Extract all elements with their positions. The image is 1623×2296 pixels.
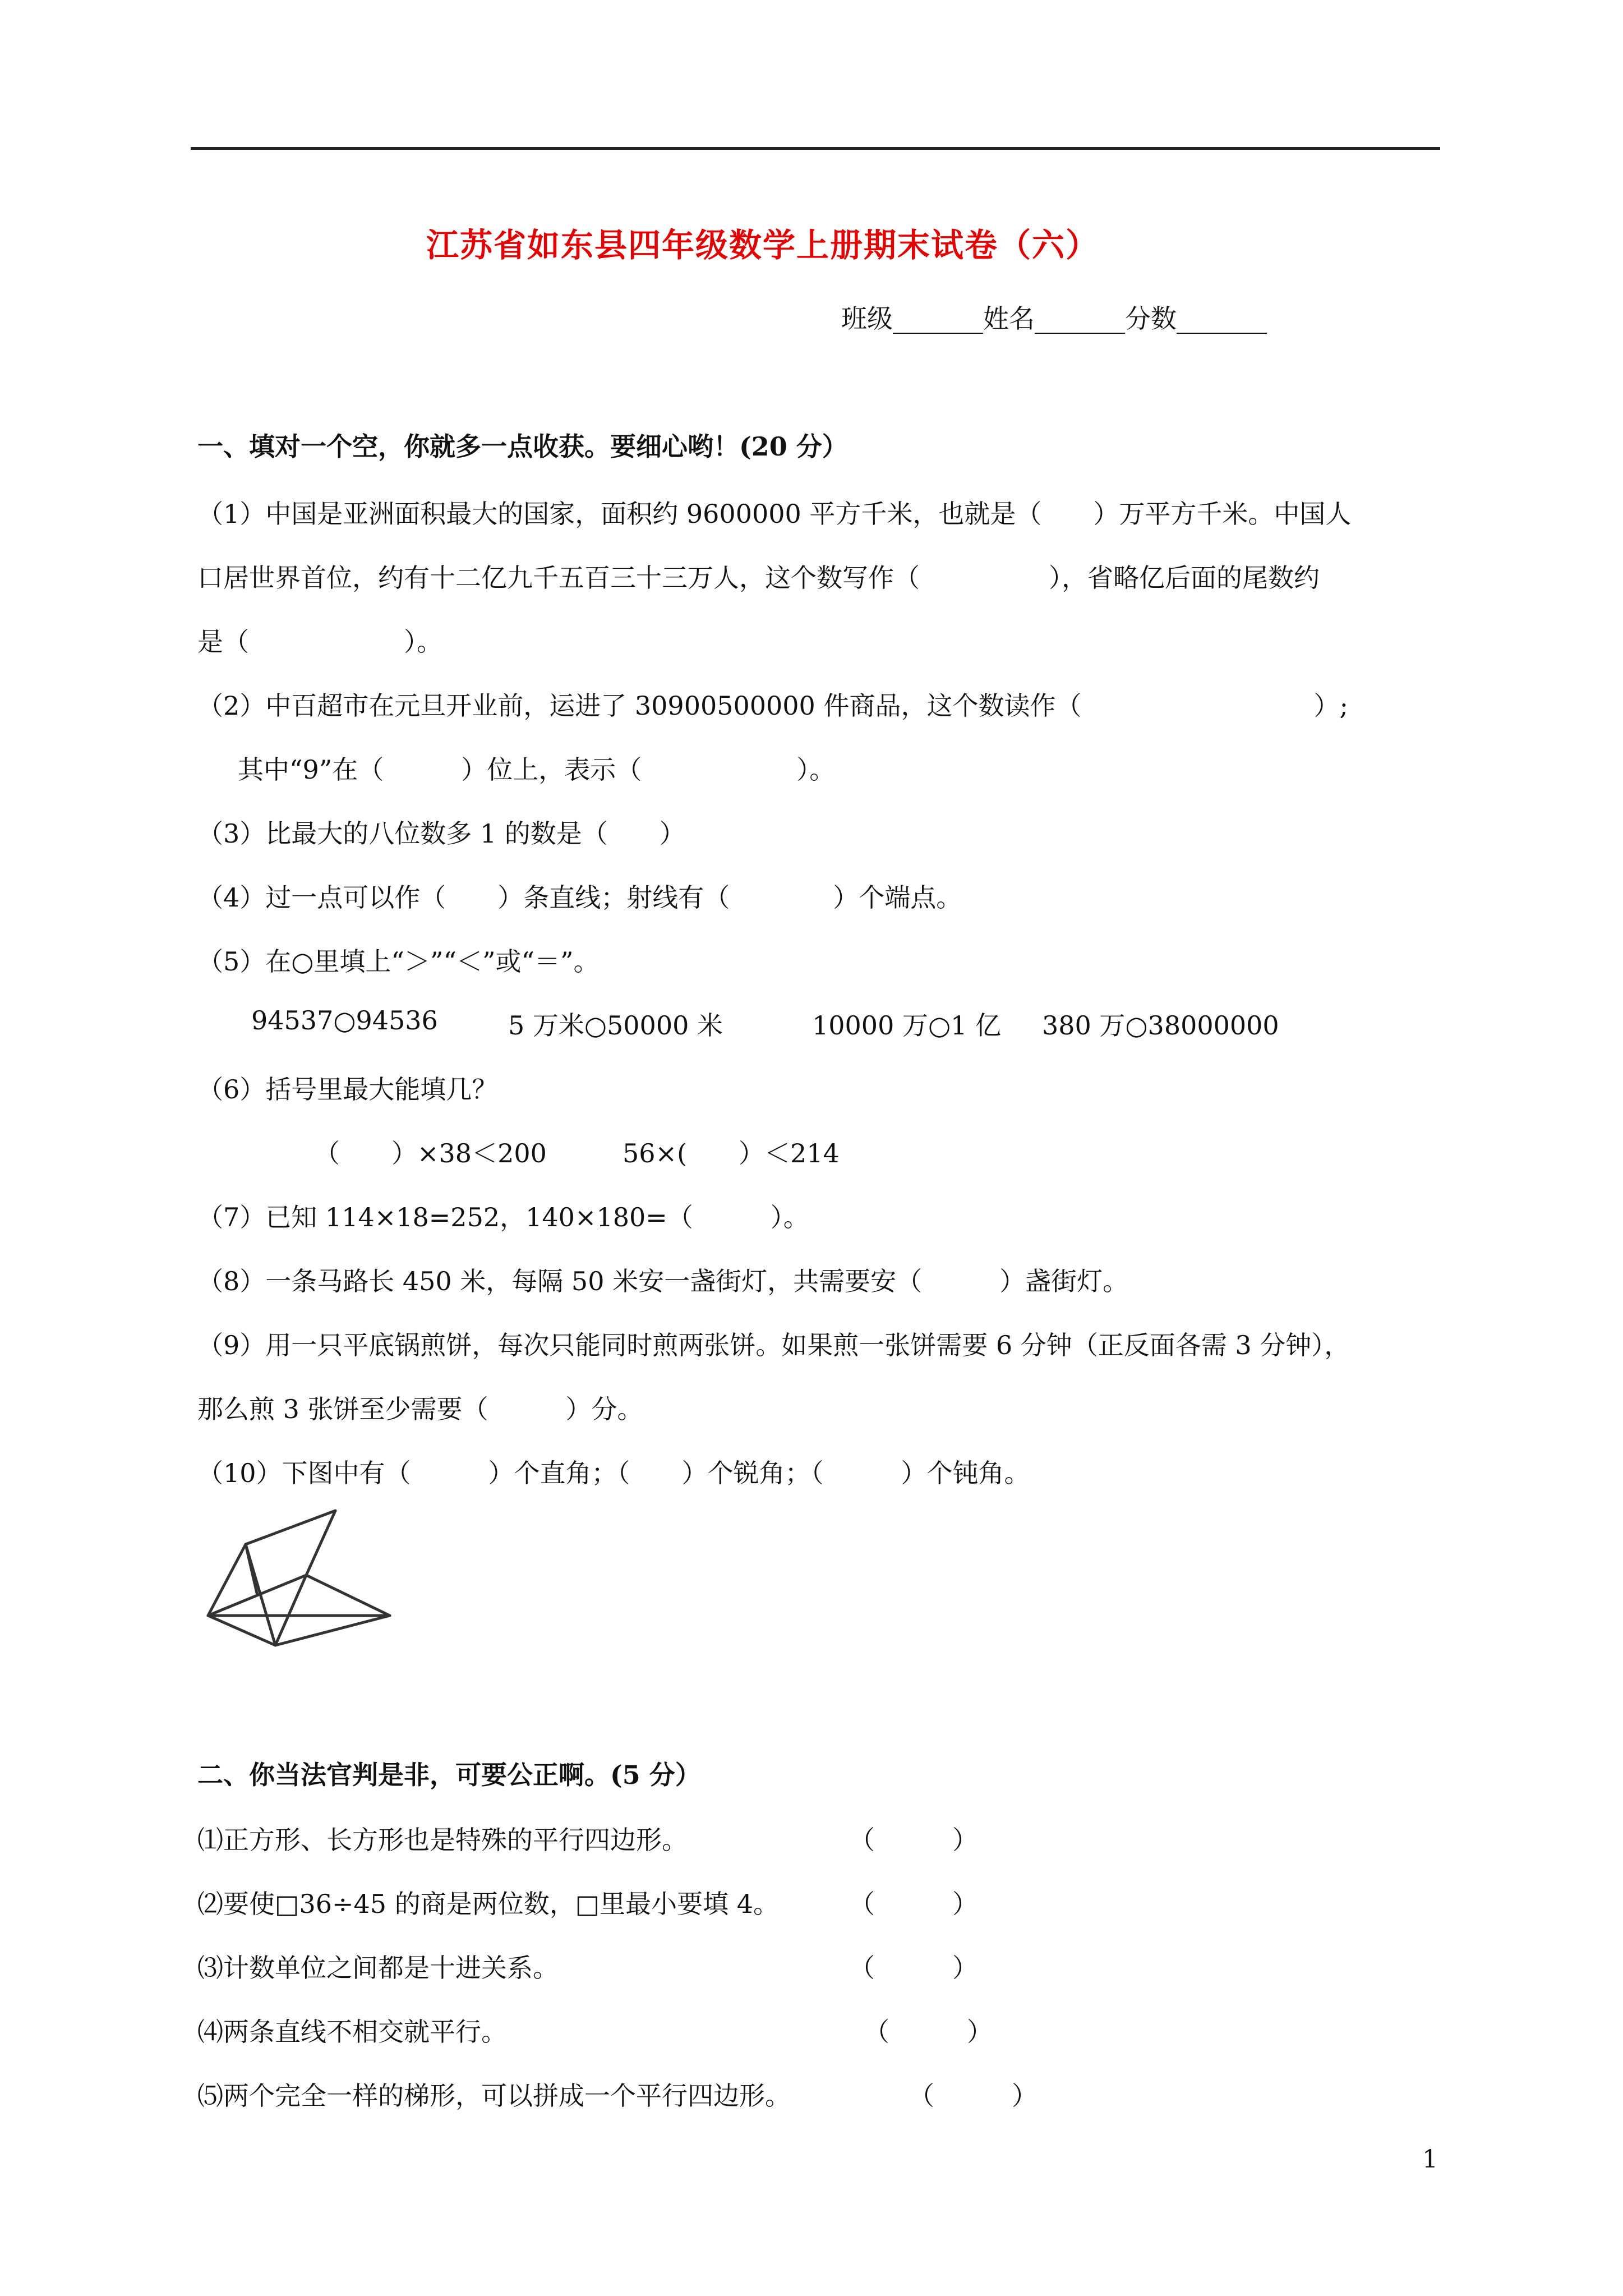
q2-line-1: （2）中百超市在元旦开业前，运进了 30900500000 件商品，这个数读作（ ）;: [197, 691, 1348, 721]
student-info-line: 班级_______姓名_______分数_______: [841, 303, 1267, 334]
q5-item-2: 5 万米○50000 米: [508, 1010, 723, 1041]
q8-text: （8）一条马路长 450 米，每隔 50 米安一盏街灯，共需要安（ ）盏街灯。: [197, 1266, 1129, 1296]
q1-line-2: 口居世界首位，约有十二亿九千五百三十三万人，这个数写作（ ），省略亿后面的尾数约: [197, 563, 1320, 593]
section2-heading: 二、你当法官判是非，可要公正啊。(5 分）: [197, 1760, 701, 1790]
q1-line-3: 是（ ）。: [197, 627, 442, 657]
page-number: 1: [1422, 2145, 1438, 2174]
judge-item-5-text: ⑸两个完全一样的梯形，可以拼成一个平行四边形。: [197, 2081, 791, 2111]
q9-line-2: 那么煎 3 张饼至少需要（ ）分。: [197, 1394, 643, 1424]
q6-item-2: 56×( ）＜214: [623, 1138, 840, 1168]
q10-text: （10）下图中有（ ）个直角；（ ）个锐角；（ ）个钝角。: [197, 1458, 1030, 1488]
judge-item-4-text: ⑷两条直线不相交就平行。: [197, 2017, 507, 2047]
angle-figure: [201, 1503, 403, 1666]
q5-item-3: 10000 万○1 亿: [812, 1010, 1001, 1041]
q3-text: （3）比最大的八位数多 1 的数是（ ）: [197, 818, 685, 849]
q1-line-1: （1）中国是亚洲面积最大的国家，面积约 9600000 平方千米，也就是（ ）万平方千米。中国人: [197, 499, 1352, 529]
judge-item-2-text: ⑵要使□36÷45 的商是两位数，□里最小要填 4。: [197, 1889, 780, 1919]
q7-text: （7）已知 114×18=252，140×180=（ ）。: [197, 1202, 809, 1232]
page-title: 江苏省如东县四年级数学上册期末试卷（六）: [426, 226, 1100, 264]
q5-item-4: 380 万○38000000: [1042, 1010, 1279, 1041]
judge-item-1-text: ⑴正方形、长方形也是特殊的平行四边形。: [197, 1825, 688, 1855]
q6-text: （6）括号里最大能填几？: [197, 1074, 498, 1105]
section1-heading: 一、填对一个空，你就多一点收获。要细心哟！(20 分）: [197, 431, 848, 462]
judge-item-4-blank[interactable]: （ ）: [864, 2017, 993, 2047]
q9-line-1: （9）用一只平底锅煎饼，每次只能同时煎两张饼。如果煎一张饼需要 6 分钟（正反面各需 3 分钟），: [197, 1330, 1350, 1360]
q5-item-1: 94537○94536: [251, 1005, 438, 1036]
judge-item-5-blank[interactable]: （ ）: [909, 2081, 1038, 2111]
q6-item-1: （ ）×38＜200: [314, 1138, 547, 1168]
q4-text: （4）过一点可以作（ ）条直线；射线有（ ）个端点。: [197, 882, 962, 913]
judge-item-3-blank[interactable]: （ ）: [849, 1953, 978, 1983]
q5-text: （5）在○里填上“＞”“＜”或“＝”。: [197, 946, 600, 977]
judge-item-2-blank[interactable]: （ ）: [849, 1889, 978, 1919]
header-rule: [191, 147, 1440, 150]
judge-item-3-text: ⑶计数单位之间都是十进关系。: [197, 1953, 559, 1983]
judge-item-1-blank[interactable]: （ ）: [849, 1825, 978, 1855]
q2-line-2: 其中“9”在（ ）位上，表示（ ）。: [238, 754, 836, 785]
